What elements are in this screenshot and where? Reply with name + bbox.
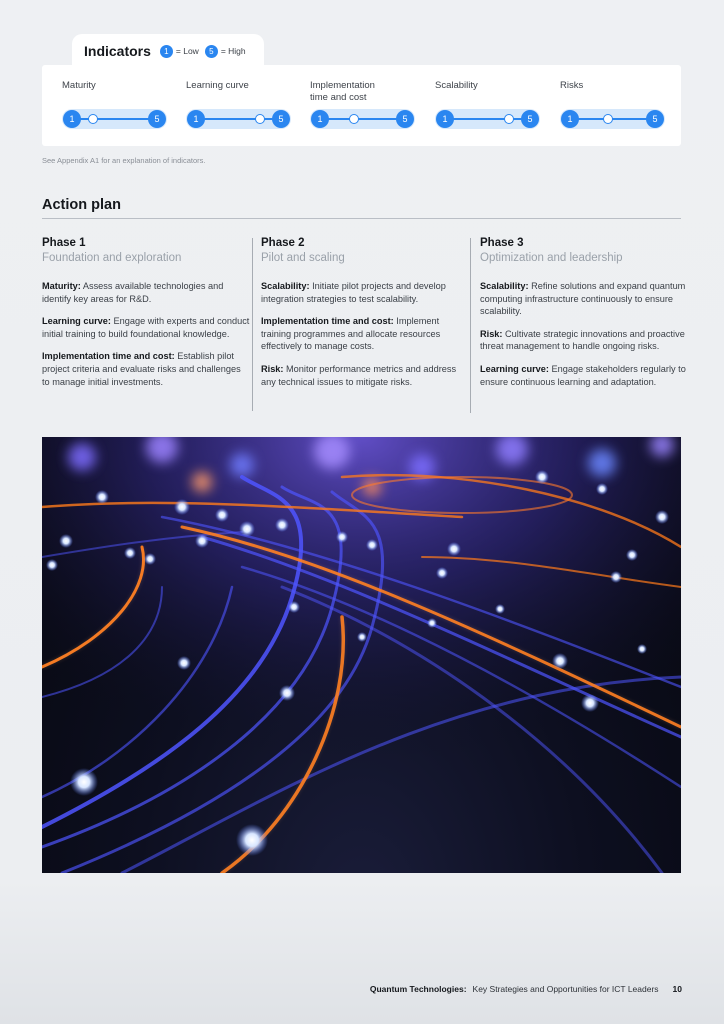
indicator-maturity	[62, 65, 172, 146]
phase-item	[480, 363, 688, 388]
legend-high-text: = High	[220, 46, 246, 56]
phase-item	[261, 280, 469, 305]
phase-subtitle: Pilot and scaling	[261, 252, 345, 264]
item-label: Implementation time and cost:	[261, 316, 394, 327]
track-marker	[88, 114, 98, 124]
item-text: Cultivate strategic innovations and proactive threat management to handle ongoing risks.	[480, 328, 685, 352]
page-number: 10	[672, 984, 682, 994]
track-line	[72, 118, 157, 120]
indicator-track	[310, 109, 415, 129]
item-text: Engage with experts and conduct initial training to build foundational knowledge.	[42, 316, 250, 339]
phase-2-column	[261, 236, 469, 398]
indicator-learning-curve	[186, 65, 296, 146]
item-label: Risk:	[261, 363, 284, 374]
footer-title: Quantum Technologies:	[369, 984, 467, 994]
track-line	[445, 118, 530, 120]
indicator-label: Implementation time and cost	[310, 80, 375, 103]
track-line	[320, 118, 405, 120]
track-min: 1	[436, 110, 454, 128]
action-plan-title: Action plan	[42, 197, 121, 213]
phase-divider	[252, 238, 253, 411]
indicator-risks	[560, 65, 670, 146]
indicator-scalability	[435, 65, 545, 146]
track-min: 1	[187, 110, 205, 128]
track-min: 1	[311, 110, 329, 128]
legend-high-dot: 5	[205, 45, 218, 58]
phase-subtitle: Foundation and exploration	[42, 252, 182, 264]
legend-low-text: = Low	[175, 46, 199, 56]
indicators-title: Indicators	[84, 43, 151, 59]
phase-divider	[470, 238, 471, 413]
track-max: 5	[646, 110, 664, 128]
indicator-label: Learning curve	[186, 80, 249, 91]
phase-number: Phase 1	[42, 237, 86, 249]
phase-number: Phase 2	[261, 237, 305, 249]
light-trails-image	[42, 437, 681, 873]
phase-item	[480, 328, 688, 353]
item-text: Engage stakeholders regularly to ensure continuous learning and adaptation.	[480, 363, 686, 387]
phase-item	[42, 350, 250, 388]
item-text: Assess available technologies and identify key areas for R&D.	[42, 281, 224, 304]
legend-low-dot: 1	[160, 45, 173, 58]
track-max: 5	[396, 110, 414, 128]
phase-item	[42, 315, 250, 340]
phase-item	[480, 280, 688, 318]
item-label: Maturity:	[42, 281, 81, 291]
appendix-note: See Appendix A1 for an explanation of indicators.	[42, 156, 206, 165]
phase-item	[261, 315, 469, 353]
item-text: Implement training programmes and allocate resources effectively to manage costs.	[261, 316, 441, 352]
track-line	[196, 118, 281, 120]
phase-subtitle: Optimization and leadership	[480, 252, 623, 264]
phase-number: Phase 3	[480, 237, 524, 249]
track-max: 5	[521, 110, 539, 128]
indicators-panel	[42, 65, 681, 146]
track-min: 1	[561, 110, 579, 128]
footer	[370, 984, 682, 994]
phase-3-column	[480, 236, 688, 398]
track-max: 5	[272, 110, 290, 128]
item-text: Monitor performance metrics and address any technical issues to mitigate risks.	[261, 363, 457, 387]
item-label: Scalability:	[480, 281, 529, 291]
item-label: Learning curve:	[480, 363, 549, 374]
item-label: Learning curve:	[42, 316, 111, 327]
phase-item	[261, 363, 469, 388]
footer-subtitle: Key Strategies and Opportunities for ICT Leaders	[472, 984, 659, 994]
indicator-label: Scalability	[435, 80, 478, 91]
track-marker	[603, 114, 613, 124]
indicator-label: Maturity	[62, 80, 96, 91]
item-label: Scalability:	[261, 281, 310, 291]
item-label: Risk:	[480, 328, 503, 339]
track-min: 1	[63, 110, 81, 128]
item-text: Refine solutions and expand quantum computing infrastructure continuously to ensure scalability.	[480, 281, 686, 317]
item-text: Establish pilot project criteria and evaluate risks and challenges to manage initial investments.	[42, 351, 241, 387]
indicator-track	[62, 109, 167, 129]
item-label: Implementation time and cost:	[42, 351, 175, 362]
indicator-track	[560, 109, 665, 129]
indicator-track	[435, 109, 540, 129]
phase-item	[42, 280, 250, 305]
phase-1-column	[42, 236, 250, 398]
indicators-tab	[72, 34, 264, 68]
item-text: Initiate pilot projects and develop integration strategies to test scalability.	[261, 281, 446, 304]
track-marker	[504, 114, 514, 124]
indicator-implementation	[310, 65, 420, 146]
track-marker	[255, 114, 265, 124]
indicator-track	[186, 109, 291, 129]
indicator-label: Risks	[560, 80, 584, 91]
action-plan-divider	[42, 218, 681, 219]
track-marker	[349, 114, 359, 124]
light-trails-svg	[42, 437, 681, 873]
track-max: 5	[148, 110, 166, 128]
